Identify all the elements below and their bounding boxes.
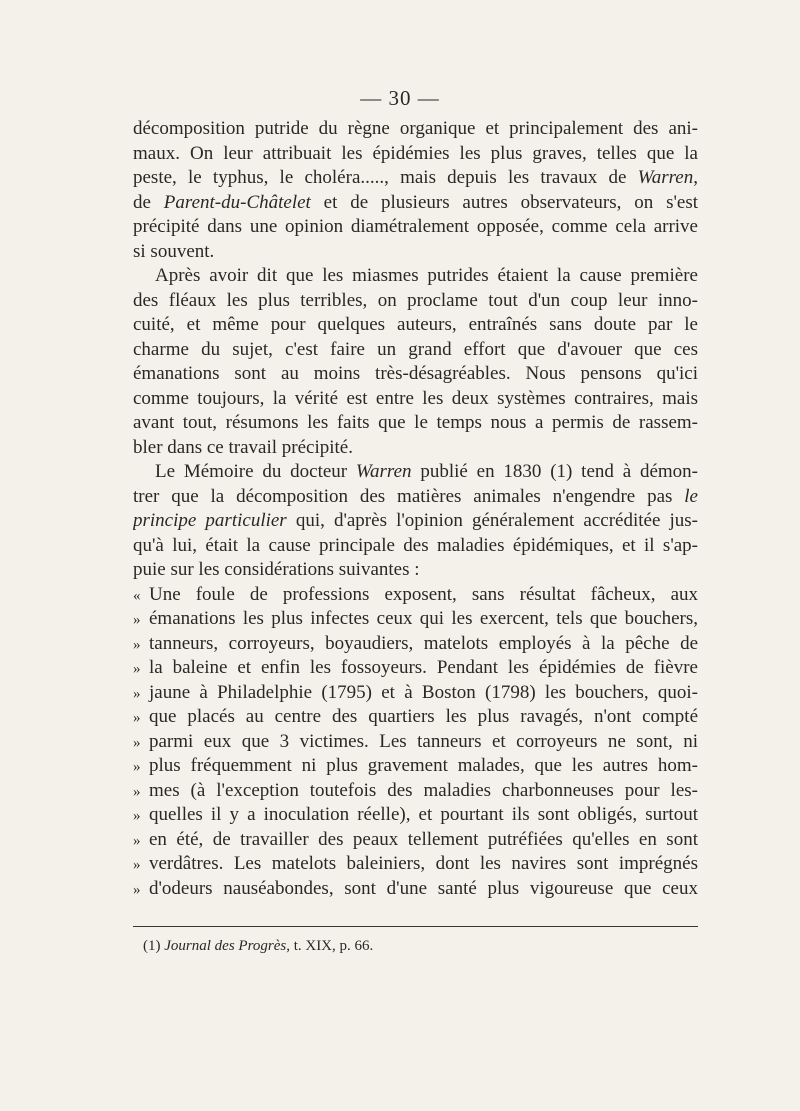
quote-text: Une foule de professions exposent, sans résultat fâcheux, aux [149, 583, 698, 605]
text-line: précipité dans une opinion diamétralement opposée, comme cela arrive [133, 216, 698, 237]
quote-line [133, 877, 698, 902]
quote-mark: » [133, 636, 141, 653]
quote-text: la baleine et enfin les fossoyeurs. Pendant les épidémies de fièvre [149, 657, 698, 678]
text-line: Après avoir dit que les miasmes putrides étaient la cause première [155, 265, 698, 286]
text-line: comme toujours, la vérité est entre les deux systèmes contraires, mais [133, 387, 698, 409]
text-line: maux. On leur attribuait les épidémies les plus graves, telles que la [133, 142, 698, 164]
text-line: des fléaux les plus terribles, on proclame tout d'un coup leur inno- [133, 289, 698, 311]
quote-line [133, 656, 698, 681]
quote-line [133, 607, 698, 632]
footnote-source: Journal des Progrès [164, 938, 287, 954]
quote-line [133, 632, 698, 657]
quote-text: plus fréquemment ni plus gravement malades, que les autres hom- [149, 755, 698, 776]
quote-mark: » [133, 881, 141, 898]
text-line: avant tout, résumons les faits que le temps nous a permis de rassem- [133, 412, 698, 433]
footnote [143, 936, 373, 956]
quote-text: verdâtres. Les matelots baleiniers, dont les navires sont imprégnés [149, 853, 698, 874]
quote-line [133, 828, 698, 853]
quote-line [133, 852, 698, 877]
quote-line [133, 754, 698, 779]
quote-mark: » [133, 734, 141, 751]
text-line: charme du sujet, c'est faire un grand effort que d'avouer que ces [133, 338, 698, 360]
text-line: si souvent. [133, 240, 215, 262]
page-number: — 30 — [360, 86, 440, 110]
text-line: Le Mémoire du docteur Warren publié en 1830 (1) tend à démon- [155, 461, 698, 482]
text-line: émanations sont au moins très-désagréables. Nous pensons qu'ici [133, 363, 698, 384]
quote-mark: » [133, 808, 141, 824]
text-line: de Parent-du-Châtelet et de plusieurs autres observateurs, on s'est [133, 191, 698, 213]
quote-line [133, 583, 698, 608]
quote-mark: » [133, 685, 141, 702]
quote-mark: » [133, 759, 141, 775]
quote-text: émanations les plus infectes ceux qui les exercent, tels que bouchers, [149, 608, 698, 629]
quote-text: en été, de travailler des peaux tellement putréfiées qu'elles en sont [149, 828, 698, 850]
text-line: trer que la décomposition des matières animales n'engendre pas le [133, 485, 698, 507]
text-line: qu'à lui, était la cause principale des maladies épidémiques, et il s'ap- [133, 534, 698, 556]
text-line: décomposition putride du règne organique et principalement des ani- [133, 118, 698, 139]
quote-text: quelles il y a inoculation réelle), et pourtant ils sont obligés, surtout [149, 804, 698, 825]
text-line: peste, le typhus, le choléra....., mais depuis les travaux de Warren, [133, 167, 698, 188]
quote-mark: » [133, 832, 141, 849]
text-line: principe particulier qui, d'après l'opinion généralement accréditée jus- [133, 510, 698, 531]
body-text [133, 117, 698, 901]
footnote-rule [133, 926, 698, 927]
text-line: bler dans ce travail précipité. [133, 436, 353, 458]
quote-text: jaune à Philadelphie (1795) et à Boston (1798) les bouchers, quoi- [149, 681, 698, 703]
quote-mark: » [133, 710, 141, 726]
quote-mark: « [133, 587, 141, 604]
footnote-mark: (1) [143, 938, 161, 954]
quote-mark: » [133, 612, 141, 628]
quote-text: parmi eux que 3 victimes. Les tanneurs et corroyeurs ne sont, ni [149, 730, 698, 752]
quote-text: tanneurs, corroyeurs, boyaudiers, matelots employés à la pêche de [149, 632, 698, 654]
footnote-reference: , t. XIX, p. 66. [286, 938, 374, 954]
quote-mark: » [133, 857, 141, 873]
text-line: puie sur les considérations suivantes : [133, 559, 420, 580]
quote-text: d'odeurs nauséabondes, sont d'une santé plus vigoureuse que ceux [149, 877, 698, 899]
quote-line [133, 681, 698, 706]
quote-mark: » [133, 661, 141, 677]
quote-mark: » [133, 783, 141, 800]
quote-line [133, 730, 698, 755]
quote-text: que placés au centre des quartiers les plus ravagés, n'ont compté [149, 706, 698, 727]
quote-line [133, 803, 698, 828]
text-line: cuité, et même pour quelques auteurs, entraînés sans doute par le [133, 314, 698, 335]
quote-line [133, 779, 698, 804]
quote-line [133, 705, 698, 730]
quote-text: mes (à l'exception toutefois des maladies charbonneuses pour les- [149, 779, 698, 801]
